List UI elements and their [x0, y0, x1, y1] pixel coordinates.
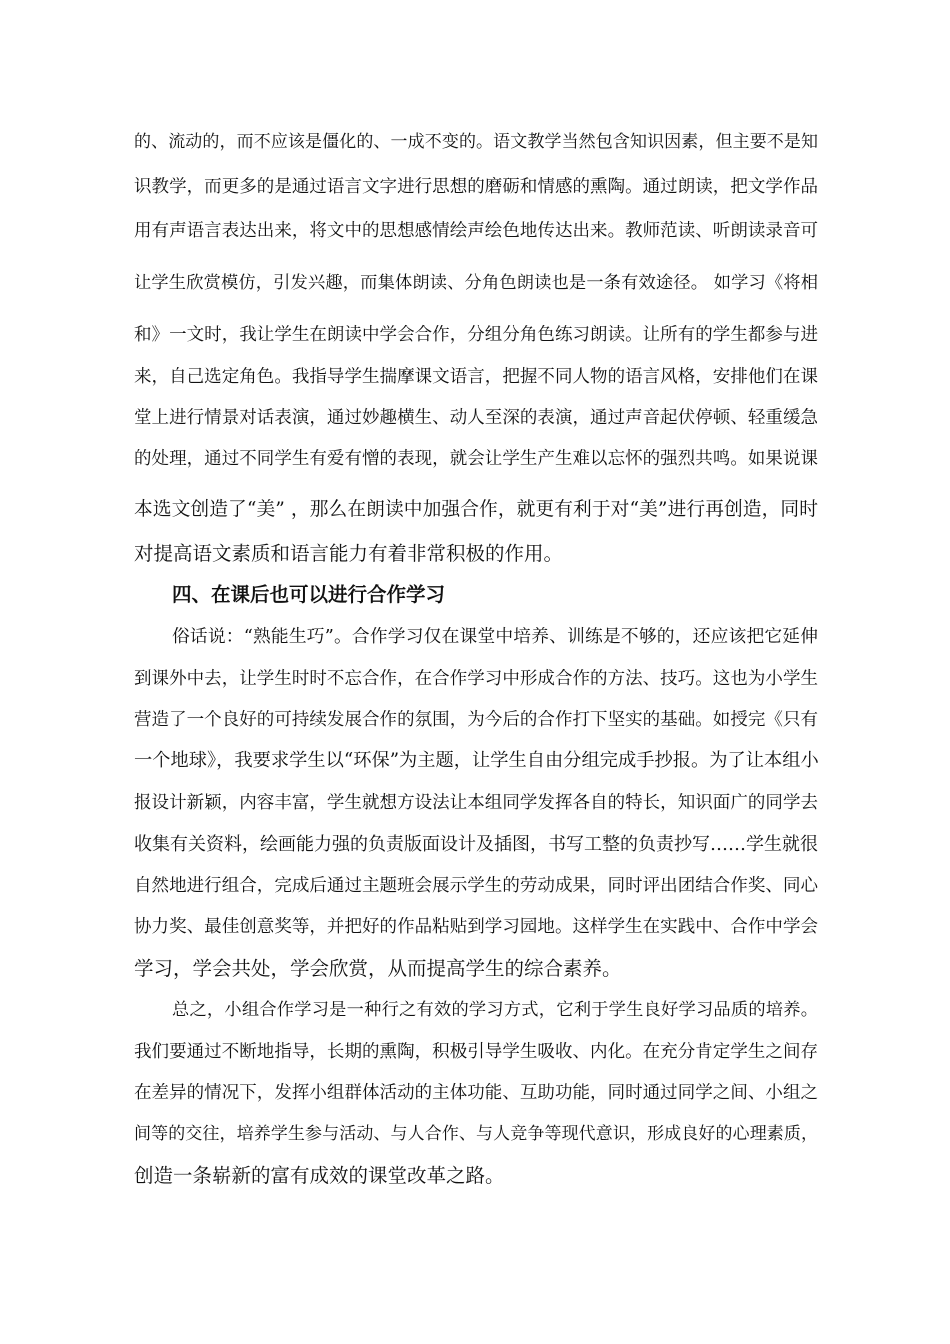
paragraph-3-line-1: 总之，小组合作学习是一种行之有效的学习方式，它利于学生良好学习品质的培养。 — [172, 1000, 818, 1020]
paragraph-2-line-6: 收集有关资料，绘画能力强的负责版面设计及插图，书写工整的负责抄写……学生就很 — [134, 834, 818, 855]
paragraph-3-line-4: 间等的交往，培养学生参与活动、与人合作、与人竞争等现代意识，形成良好的心理素质， — [134, 1124, 818, 1144]
paragraph-1-line-4: 让学生欣赏模仿，引发兴趣，而集体朗读、分角色朗读也是一条有效途径。 如学习《将相 — [134, 273, 818, 293]
paragraph-3-line-5: 创造一条崭新的富有成效的课堂改革之路。 — [134, 1164, 505, 1187]
paragraph-1-line-3: 用有声语言表达出来，将文中的思想感情绘声绘色地传达出来。教师范读、听朗读录音可 — [134, 221, 818, 241]
paragraph-1-line-8: 的处理，通过不同学生有爱有憎的表现，就会让学生产生难以忘怀的强烈共鸣。如果说课 — [134, 449, 818, 469]
paragraph-1-line-6: 来，自己选定角色。我指导学生揣摩课文语言，把握不同人物的语言风格，安排他们在课 — [134, 367, 818, 387]
paragraph-1-line-7: 堂上进行情景对话表演，通过妙趣横生、动人至深的表演，通过声音起伏停顿、轻重缓急 — [134, 408, 818, 428]
paragraph-2-line-9: 学习，学会共处，学会欣赏，从而提高学生的综合素养。 — [134, 957, 622, 980]
paragraph-1-line-5: 和》一文时，我让学生在朗读中学会合作，分组分角色练习朗读。让所有的学生都参与进 — [134, 325, 818, 345]
paragraph-2-line-1: 俗话说：“熟能生巧”。合作学习仅在课堂中培养、训练是不够的，还应该把它延伸 — [172, 627, 818, 647]
paragraph-2-line-7: 自然地进行组合，完成后通过主题班会展示学生的劳动成果，同时评出团结合作奖、同心 — [134, 876, 818, 896]
paragraph-2-line-4: 一个地球》，我要求学生以“环保”为主题，让学生自由分组完成手抄报。为了让本组小 — [134, 750, 819, 771]
paragraph-2-line-3: 营造了一个良好的可持续发展合作的氛围，为今后的合作打下坚实的基础。如授完《只有 — [134, 710, 818, 730]
paragraph-1-line-2: 识教学，而更多的是通过语言文字进行思想的磨砺和情感的熏陶。通过朗读，把文学作品 — [134, 177, 818, 197]
paragraph-1-line-9: 本选文创造了“美” ，那么在朗读中加强合作，就更有利于对“美”进行再创造，同时 — [134, 499, 818, 520]
paragraph-3-line-3: 在差异的情况下，发挥小组群体活动的主体功能、互助功能，同时通过同学之间、小组之 — [134, 1083, 818, 1103]
paragraph-1-line-1: 的、流动的，而不应该是僵化的、一成不变的。语文教学当然包含知识因素，但主要不是知 — [134, 132, 818, 152]
paragraph-2-line-2: 到课外中去，让学生时时不忘合作，在合作学习中形成合作的方法、技巧。这也为小学生 — [134, 669, 818, 689]
paragraph-2-line-5: 报设计新颖，内容丰富，学生就想方设法让本组同学发挥各自的特长，知识面广的同学去 — [134, 793, 818, 813]
paragraph-3-line-2: 我们要通过不断地指导，长期的熏陶，积极引导学生吸收、内化。在充分肯定学生之间存 — [134, 1042, 818, 1062]
paragraph-1-line-10: 对提高语文素质和语言能力有着非常积极的作用。 — [134, 542, 564, 565]
paragraph-2-line-8: 协力奖、最佳创意奖等，并把好的作品粘贴到学习园地。这样学生在实践中、合作中学会 — [134, 917, 818, 937]
section-heading: 四、在课后也可以进行合作学习 — [172, 583, 446, 606]
